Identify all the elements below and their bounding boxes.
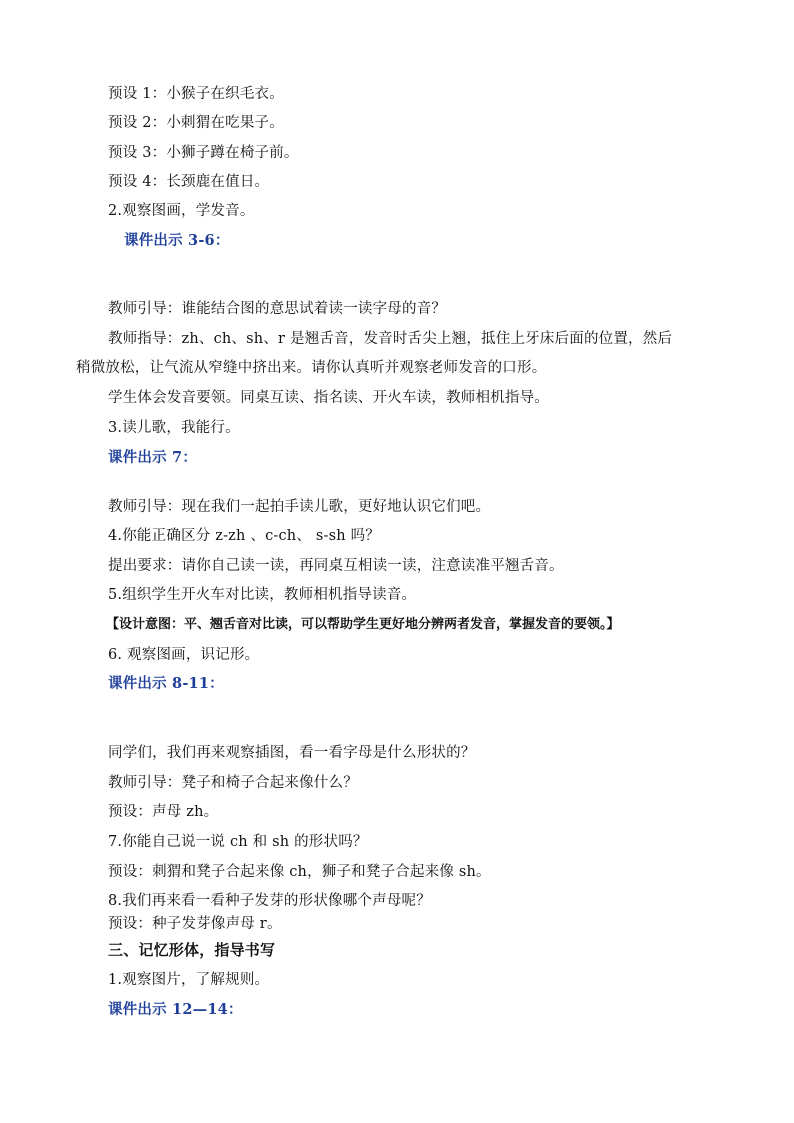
design-intent: 【设计意图：平、翘舌音对比读，可以帮助学生更好地分辨两者发音，掌握发音的要领。】 [106, 617, 620, 632]
preset-line-3: 预设 3：小狮子蹲在椅子前。 [108, 145, 299, 161]
courseware-12-14: 课件出示 12—14： [108, 1001, 243, 1018]
teacher-guide-2: 教师引导：现在我们一起拍手读儿歌，更好地认识它们吧。 [108, 499, 491, 515]
step-2-observe: 2.观察图画，学发音。 [108, 203, 255, 219]
teacher-guide-3: 教师引导：凳子和椅子合起来像什么？ [108, 775, 358, 791]
preset-r: 预设：种子发芽像声母 r。 [108, 916, 282, 932]
courseware-3-6: 课件出示 3-6： [124, 232, 230, 249]
step-8-seed: 8.我们再来看一看种子发芽的形状像哪个声母呢？ [108, 893, 431, 909]
teacher-guide-1: 教师引导：谁能结合图的意思试着读一读字母的音？ [108, 301, 447, 317]
teacher-instruct-line-2: 稍微放松，让气流从窄缝中挤出来。请你认真听并观察老师发音的口形。 [76, 360, 547, 376]
teacher-instruct-line-1: 教师指导：zh、ch、sh、r 是翘舌音，发音时舌尖上翘，抵住上牙床后面的位置，然后 [108, 331, 673, 347]
step-4-distinguish: 4.你能正确区分 z-zh 、c-ch、 s-sh 吗？ [108, 528, 380, 544]
step-6-observe-shape: 6. 观察图画，识记形。 [108, 647, 260, 663]
step-3-read-rhyme: 3.读儿歌，我能行。 [108, 420, 240, 436]
preset-ch-sh: 预设：刺猬和凳子合起来像 ch，狮子和凳子合起来像 sh。 [108, 864, 491, 880]
requirement: 提出要求：请你自己读一读，再同桌互相读一读，注意读准平翘舌音。 [108, 558, 564, 574]
step-7-ch-sh: 7.你能自己说一说 ch 和 sh 的形状吗？ [108, 834, 368, 850]
step-1-observe-pictures: 1.观察图片，了解规则。 [108, 972, 270, 988]
observe-illustration: 同学们，我们再来观察插图，看一看字母是什么形状的？ [108, 745, 476, 761]
students-practice: 学生体会发音要领。同桌互读、指名读、开火车读，教师相机指导。 [108, 390, 549, 406]
preset-line-1: 预设 1：小猴子在织毛衣。 [108, 86, 284, 102]
section-heading-3: 三、记忆形体，指导书写 [108, 941, 276, 959]
preset-line-2: 预设 2：小刺猬在吃果子。 [108, 115, 284, 131]
courseware-7: 课件出示 7： [108, 449, 198, 466]
courseware-8-11: 课件出示 8-11： [108, 675, 224, 692]
preset-zh: 预设：声母 zh。 [108, 804, 219, 820]
step-5-train-read: 5.组织学生开火车对比读，教师相机指导读音。 [108, 587, 417, 603]
preset-line-4: 预设 4：长颈鹿在值日。 [108, 174, 270, 190]
